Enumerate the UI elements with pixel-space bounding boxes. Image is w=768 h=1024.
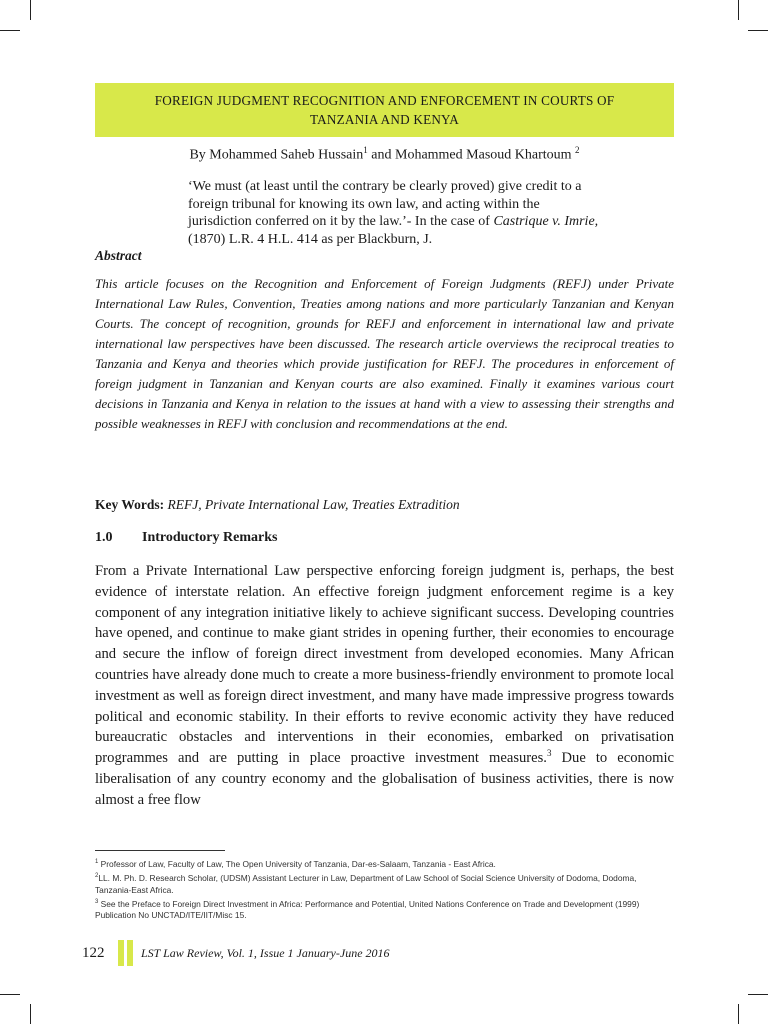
footnote-ref-3[interactable]: 3	[546, 748, 552, 759]
footnote-ref-2[interactable]: 2	[575, 145, 580, 155]
article-title	[95, 83, 674, 137]
section-heading	[95, 530, 277, 546]
crop-mark	[738, 0, 739, 20]
footer-accent-bar	[127, 940, 133, 966]
author-line	[95, 145, 674, 164]
crop-mark	[30, 1004, 31, 1024]
page-number: 122	[82, 945, 105, 961]
section-title: Introductory Remarks	[142, 530, 278, 545]
footnote-ref-1[interactable]: 1	[363, 145, 368, 155]
footnote-3	[95, 896, 674, 922]
crop-mark	[30, 0, 31, 20]
crop-mark	[0, 994, 20, 995]
authors-middle: and Mohammed Masoud Khartoum	[367, 147, 576, 163]
crop-mark	[0, 30, 20, 31]
footnote-1-text: Professor of Law, Faculty of Law, The Open University of Tanzania, Dar-es-Salaam, Tanzania - East Africa.	[98, 858, 496, 869]
body-text-part-2: Due to economic liberalisation of any country economy and the globalisation of business activities, there is now almost a free flow	[95, 750, 674, 808]
epigraph-line-1: ‘We must (at least until the contrary be clearly proved) give credit to a	[188, 179, 582, 194]
footnotes	[95, 856, 674, 921]
footnote-1-mark: 1	[95, 859, 99, 865]
epigraph-line-3	[188, 213, 674, 231]
body-text-part-1: From a Private International Law perspective enforcing foreign judgment is, perhaps, the best evidence of interstate relation. An effective foreign judgment enforcement regime is a key component of any integration initiative likely to achieve significant success. Developing countries have opened, and continue to make giant strides in opening further, their economies to encourage and secure the inflow of foreign direct investment from developed economies. Many African countries have already done much to create a more business-friendly environment to promote local investment as well as foreign direct investment, and many have made impressive progress towards political and economic stability. In their efforts to revive economic activity they have reduced bureaucratic obstacles and interventions in their economies, embarked on privatisation programmes and are putting in place proactive investment measures.	[95, 563, 674, 767]
epigraph-line-2: foreign tribunal for knowing its own law, and acting within the	[188, 196, 540, 212]
footnote-2-text: LL. M. Ph. D. Research Scholar, (UDSM) Assistant Lecturer in Law, Department of Law School of Social Science University of Dodoma, Dodoma, Tanzania-East Africa.	[95, 872, 637, 895]
footnote-divider	[95, 850, 225, 851]
epigraph-line-3-text: jurisdiction conferred on it by the law.’- In the case of	[188, 214, 494, 229]
title-line-2: TANZANIA AND KENYA	[309, 112, 460, 127]
epigraph-quote	[188, 178, 674, 248]
footnote-2-mark: 2	[95, 872, 99, 879]
footer-accent-bar	[118, 940, 124, 966]
keywords-value: REFJ, Private International Law, Treaties Extradition	[164, 497, 460, 512]
footnote-3-text: See the Preface to Foreign Direct Investment in Africa: Performance and Potential, United Nations Conference on Trade and Development (1999) Publication No UNCTAD/ITE/IIT/Misc 15.	[95, 898, 640, 921]
abstract-heading: Abstract	[95, 248, 142, 263]
section-number: 1.0	[95, 530, 113, 545]
footnote-2	[95, 870, 674, 896]
epigraph-line-4: (1870) L.R. 4 H.L. 414 as per Blackburn, J.	[188, 231, 433, 247]
footnote-1	[95, 856, 674, 870]
footnote-3-mark: 3	[95, 898, 99, 905]
body-paragraph	[95, 561, 674, 811]
abstract-text: This article focuses on the Recognition and Enforcement of Foreign Judgments (REFJ) under Private International Law Rules, Convention, Treaties among nations and more particularly Tanzanian and Kenyan Courts. The concept of recognition, grounds for REFJ and enforcement in international law and private international law perspectives have been discussed. The research article overviews the reciprocal treaties to Tanzania and Kenya and theories which provide justification for REFJ. The procedures in enforcement of foreign judgment in Tanzanian and Kenyan courts are also examined. Finally it examines various court decisions in Tanzania and Kenya in relation to the issues at hand with a view to assessing their strengths and possible weaknesses in REFJ with conclusion and recommendations at the end.	[95, 276, 674, 431]
authors-prefix: By Mohammed Saheb Hussain	[189, 147, 364, 163]
journal-citation: LST Law Review, Vol. 1, Issue 1 January-June 2016	[141, 946, 390, 960]
keywords-label: Key Words:	[95, 497, 165, 512]
crop-mark	[748, 994, 768, 995]
crop-mark	[738, 1004, 739, 1024]
case-citation: Castrique v. Imrie,	[493, 214, 599, 229]
crop-mark	[748, 30, 768, 31]
title-line-1: FOREIGN JUDGMENT RECOGNITION AND ENFORCEMENT IN COURTS OF	[154, 93, 615, 108]
keywords	[95, 497, 460, 513]
